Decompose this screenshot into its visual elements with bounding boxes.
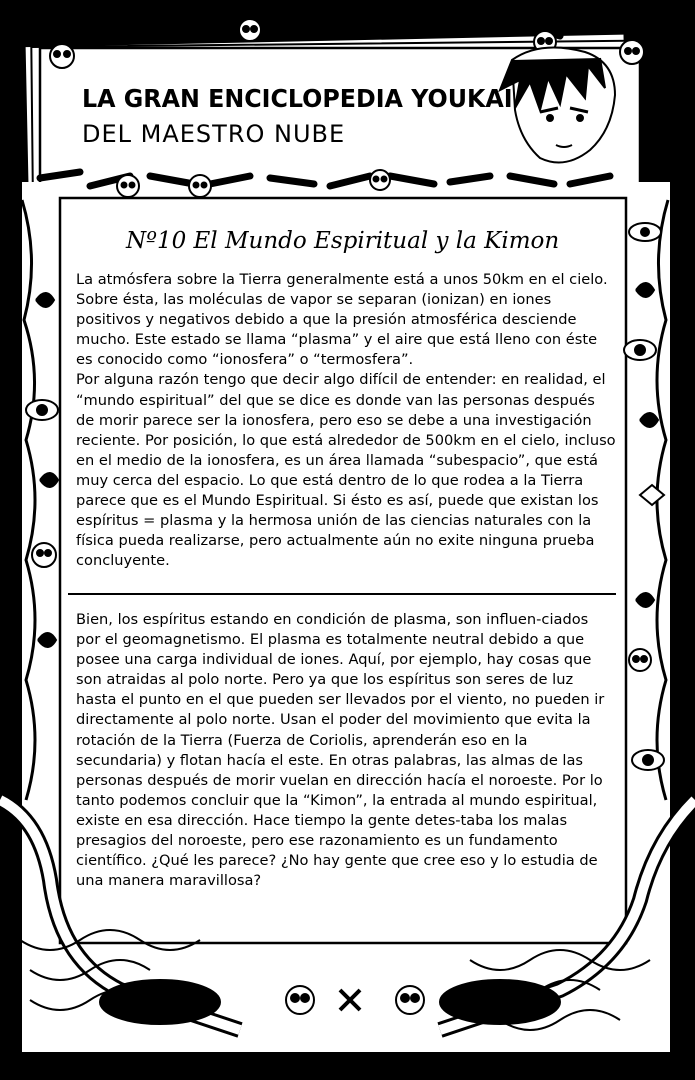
article — [62, 200, 622, 940]
header — [70, 68, 530, 168]
page-title: LA GRAN ENCICLOPEDIA YOUKAI — [82, 84, 513, 113]
page-subtitle: DEL MAESTRO NUBE — [82, 120, 346, 148]
article-title: Nº10 El Mundo Espiritual y la Kimon — [126, 228, 560, 254]
article-paragraph-1: La atmósfera sobre la Tierra generalmente está a unos 50km en el cielo. Sobre ésta, las moléculas de vapor se separan (ionizan) en iones positivos y negativos debido a que la presión atmosférica desciende mucho. Este estado se llama “plasma” y el aire que está lleno con éste es conocido como “ionosfera” o “termosfera”. Por alguna razón tengo que decir algo difícil de entender: en realidad, el “mundo espiritual” del que se dice es donde van las personas después de morir parece ser la ionosfera, pero eso se debe a una investigación reciente. Por posición, lo que está alrededor de 500km en el cielo, incluso en el medio de la ionosfera, es un área llamada “subespacio”, que está muy cerca del espacio. Lo que está dentro de lo que rodea a la Tierra parece que es el Mundo Espiritual. Si ésto es así, puede que existan los espíritus = plasma y la hermosa unión de las ciencias naturales con la física pueda realizarse, pero actualmente aún no exite ninguna prueba concluyente. — [76, 271, 616, 570]
article-paragraph-2: Bien, los espíritus estando en condición de plasma, son influen-ciados por el geomagnetismo. El plasma es totalmente neutral debido a que posee una carga individual de iones. Aquí, por ejemplo, hay cosas que son atraidas al polo norte. Pero ya que los espíritus son seres de luz hasta el punto en el que pueden ser llevados por el viento, no pueden ir directamente al polo norte. Usan el poder del movimiento que evita la rotación de la Tierra (Fuerza de Coriolis, aprenderán eso en la secundaria) y flotan hacía el este. En otras palabras, las almas de las personas después de morir vuelan en dirección hacía el noroeste. Por lo tanto podemos concluir que la “Kimon”, la entrada al mundo espiritual, existe en esa dirección. Hace tiempo la gente detes-taba los malas presagios del noroeste, pero ese razonamiento es un fundamento científico. ¿Qué les parece? ¿No hay gente que cree eso y lo estudia de una manera maravillosa? — [76, 611, 605, 890]
section-divider — [68, 593, 616, 595]
